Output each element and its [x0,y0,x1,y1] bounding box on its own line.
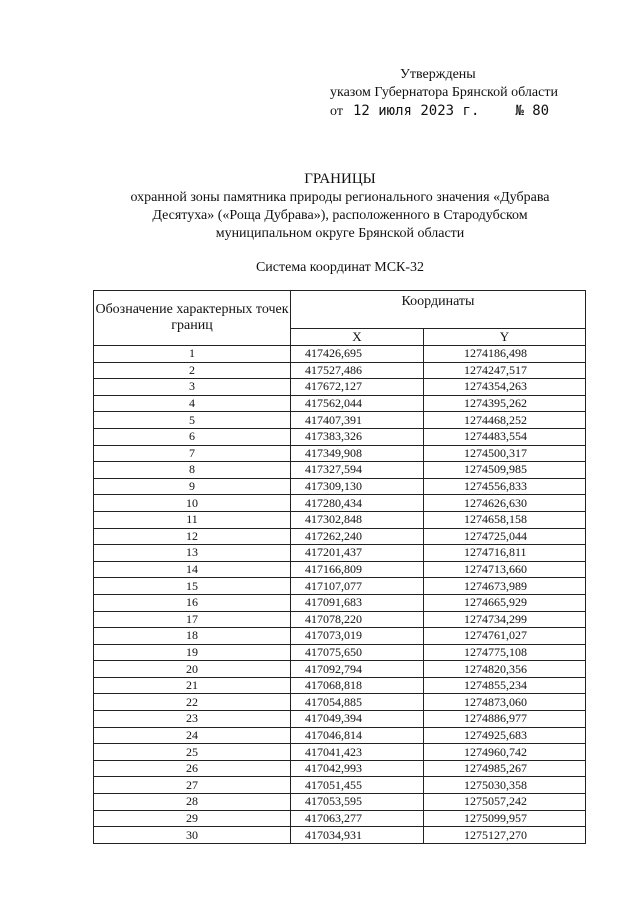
title-line-2: Десятуха» («Роща Дубрава»), расположенного в Стародубском [152,208,528,223]
x-coordinate: 417092,794 [291,661,424,678]
x-coordinate: 417527,486 [291,362,424,379]
x-coordinate: 417201,437 [291,545,424,562]
point-number: 20 [94,661,291,678]
y-coordinate: 1274855,234 [424,677,586,694]
x-coordinate: 417302,848 [291,511,424,528]
point-number: 5 [94,412,291,429]
point-number: 30 [94,827,291,844]
x-coordinate: 417262,240 [291,528,424,545]
table-row [94,644,586,661]
table-row [94,428,586,445]
table-row [94,511,586,528]
approval-number: № 80 [515,103,550,119]
x-coordinate: 417034,931 [291,827,424,844]
table-row [94,412,586,429]
table-row [94,628,586,645]
y-coordinate: 1274925,683 [424,727,586,744]
table-row [94,777,586,794]
x-coordinate: 417075,650 [291,644,424,661]
point-number: 2 [94,362,291,379]
y-coordinate: 1274395,262 [424,395,586,412]
table-row [94,810,586,827]
point-number: 22 [94,694,291,711]
y-coordinate: 1274509,985 [424,462,586,479]
x-coordinate: 417063,277 [291,810,424,827]
x-coordinate: 417041,423 [291,744,424,761]
x-header: X [291,329,424,346]
x-coordinate: 417078,220 [291,611,424,628]
approval-date: 12 июля 2023 г. [352,103,480,119]
x-coordinate: 417054,885 [291,694,424,711]
point-number: 15 [94,578,291,595]
point-number: 3 [94,379,291,396]
table-row [94,661,586,678]
table-row [94,578,586,595]
point-number: 12 [94,528,291,545]
point-number: 11 [94,511,291,528]
table-row [94,478,586,495]
y-coordinate: 1274734,299 [424,611,586,628]
x-coordinate: 417672,127 [291,379,424,396]
approval-issuer: указом Губернатора Брянской области [330,85,558,100]
x-coordinate: 417042,993 [291,760,424,777]
y-coordinate: 1274658,158 [424,511,586,528]
y-coordinate: 1274500,317 [424,445,586,462]
point-number: 8 [94,462,291,479]
y-coordinate: 1274761,027 [424,628,586,645]
x-coordinate: 417051,455 [291,777,424,794]
x-coordinate: 417091,683 [291,594,424,611]
x-coordinate: 417166,809 [291,561,424,578]
y-coordinate: 1274886,977 [424,711,586,728]
table-row [94,744,586,761]
y-coordinate: 1274186,498 [424,346,586,363]
point-number: 10 [94,495,291,512]
point-number: 18 [94,628,291,645]
approval-block [330,66,590,121]
x-coordinate: 417049,394 [291,711,424,728]
table-row [94,362,586,379]
x-coordinate: 417053,595 [291,794,424,811]
x-coordinate: 417407,391 [291,412,424,429]
y-coordinate: 1274626,630 [424,495,586,512]
table-row [94,395,586,412]
y-coordinate: 1274673,989 [424,578,586,595]
table-row [94,594,586,611]
x-coordinate: 417327,594 [291,462,424,479]
y-coordinate: 1274354,263 [424,379,586,396]
coordinate-system-label: Система координат МСК-32 [255,260,425,275]
approval-date-line [330,102,590,121]
table-row [94,445,586,462]
table-row [94,711,586,728]
y-coordinate: 1274247,517 [424,362,586,379]
y-coordinate: 1274468,252 [424,412,586,429]
table-row [94,545,586,562]
x-coordinate: 417309,130 [291,478,424,495]
table-row [94,346,586,363]
title-line-3: муниципальном округе Брянской области [215,226,465,241]
y-coordinate: 1274725,044 [424,528,586,545]
point-number: 4 [94,395,291,412]
table-row [94,727,586,744]
x-coordinate: 417046,814 [291,727,424,744]
point-number: 19 [94,644,291,661]
point-number: 21 [94,677,291,694]
table-row [94,462,586,479]
x-coordinate: 417073,019 [291,628,424,645]
x-coordinate: 417107,077 [291,578,424,595]
x-coordinate: 417280,434 [291,495,424,512]
point-number: 28 [94,794,291,811]
table-row [94,794,586,811]
point-number: 26 [94,760,291,777]
point-number: 14 [94,561,291,578]
x-coordinate: 417562,044 [291,395,424,412]
point-number: 7 [94,445,291,462]
y-coordinate: 1274716,811 [424,545,586,562]
point-number: 17 [94,611,291,628]
document-title [60,170,620,243]
table-row [94,760,586,777]
point-number: 27 [94,777,291,794]
point-number: 29 [94,810,291,827]
coordinates-header: Координаты [291,291,586,329]
x-coordinate: 417068,818 [291,677,424,694]
approval-date-prefix: от [330,104,343,119]
y-coordinate: 1275127,270 [424,827,586,844]
y-coordinate: 1274665,929 [424,594,586,611]
y-header: Y [424,329,586,346]
y-coordinate: 1274713,660 [424,561,586,578]
point-number: 16 [94,594,291,611]
y-coordinate: 1274985,267 [424,760,586,777]
table-row [94,677,586,694]
coordinates-table [93,290,586,844]
y-coordinate: 1274960,742 [424,744,586,761]
y-coordinate: 1274820,356 [424,661,586,678]
y-coordinate: 1274483,554 [424,428,586,445]
table-row [94,561,586,578]
point-number: 6 [94,428,291,445]
x-coordinate: 417383,326 [291,428,424,445]
table-row [94,379,586,396]
approval-title: Утверждены [400,67,476,82]
point-number: 9 [94,478,291,495]
y-coordinate: 1275099,957 [424,810,586,827]
y-coordinate: 1275030,358 [424,777,586,794]
x-coordinate: 417349,908 [291,445,424,462]
table-row [94,827,586,844]
table-row [94,611,586,628]
x-coordinate: 417426,695 [291,346,424,363]
table-row [94,495,586,512]
title-heading: ГРАНИЦЫ [304,171,376,187]
y-coordinate: 1274775,108 [424,644,586,661]
coordinates-table-body [94,346,586,844]
point-number: 1 [94,346,291,363]
point-number: 25 [94,744,291,761]
point-number: 13 [94,545,291,562]
point-number: 23 [94,711,291,728]
point-number: 24 [94,727,291,744]
title-line-1: охранной зоны памятника природы регионального значения «Дубрава [130,190,550,205]
table-row [94,694,586,711]
y-coordinate: 1275057,242 [424,794,586,811]
y-coordinate: 1274873,060 [424,694,586,711]
table-row [94,528,586,545]
y-coordinate: 1274556,833 [424,478,586,495]
point-designation-header: Обозначение характерных точек границ [94,291,291,346]
